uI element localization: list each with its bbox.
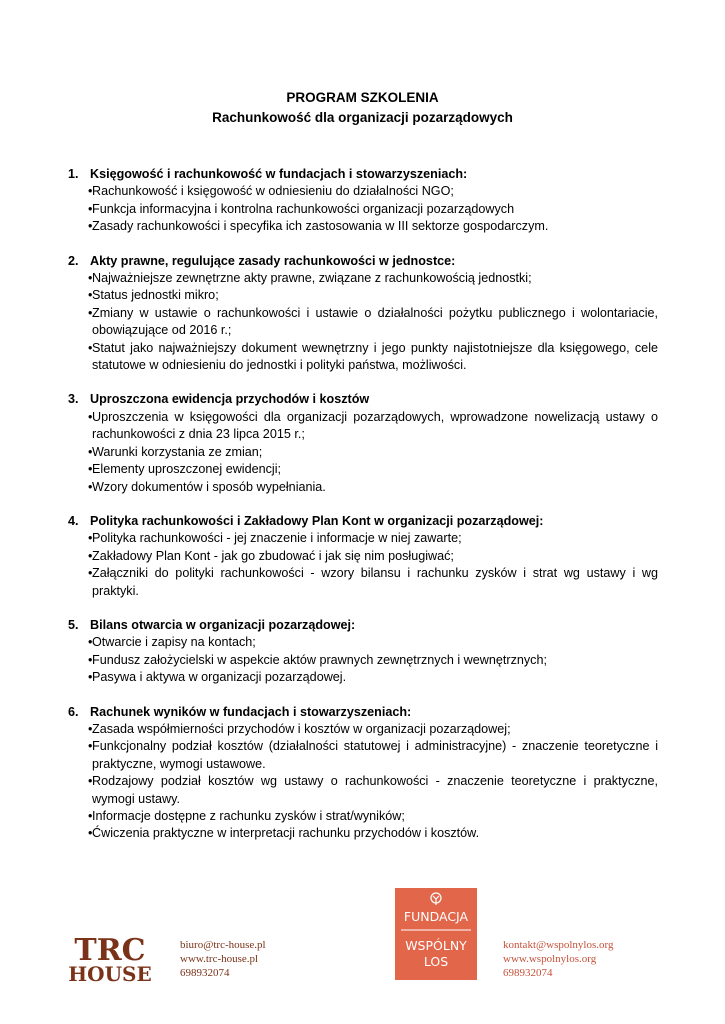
section-heading — [68, 513, 658, 530]
bullet-icon: • — [88, 409, 93, 424]
list-item — [68, 669, 658, 686]
section-3 — [68, 391, 658, 495]
svg-text:HOUSE: HOUSE — [68, 962, 152, 985]
list-item — [68, 738, 658, 773]
bullet-icon: • — [88, 670, 93, 685]
bullet-icon: • — [88, 548, 93, 563]
section-1 — [68, 166, 658, 236]
bullet-icon: • — [88, 635, 93, 650]
bullet-icon: • — [88, 271, 93, 286]
section-number: 1. — [68, 167, 79, 181]
list-item-text: Najważniejsze zewnętrzne akty prawne, związane z rachunkowością jednostki; — [92, 271, 532, 286]
svg-text:TRC: TRC — [74, 933, 146, 968]
section-6 — [68, 704, 658, 843]
list-item — [68, 444, 658, 461]
list-item-text: Zakładowy Plan Kont - jak go zbudować i jak się nim posługiwać; — [92, 548, 454, 563]
section-heading — [68, 253, 658, 270]
section-heading — [68, 166, 658, 183]
list-item-text: Załączniki do polityki rachunkowości - wzory bilansu i rachunku zysków i strat wg ustawy i wg praktyki. — [92, 566, 658, 598]
section-heading-text: Akty prawne, regulujące zasady rachunkowości w jednostce: — [90, 253, 456, 268]
svg-text:FUNDACJA: FUNDACJA — [403, 909, 469, 924]
list-item-text: Warunki korzystania ze zmian; — [92, 444, 263, 459]
list-item-text: Wzory dokumentów i sposób wypełniania. — [92, 479, 326, 494]
bullet-list — [68, 183, 658, 235]
section-number: 3. — [68, 392, 79, 407]
bullet-icon: • — [88, 566, 93, 581]
list-item-text: Zmiany w ustawie o rachunkowości i ustawie o działalności pożytku publicznego i wolontariacie, obowiązujące od 2016 r.; — [92, 305, 658, 338]
bullet-list — [68, 721, 658, 843]
bullet-icon: • — [88, 721, 93, 736]
program-sections — [68, 166, 658, 860]
trc-house-logo — [68, 930, 152, 985]
list-item — [68, 218, 658, 235]
section-heading-text: Bilans otwarcia w organizacji pozarządowej: — [90, 617, 356, 632]
list-item-text: Status jednostki mikro; — [92, 288, 219, 303]
list-item — [68, 652, 658, 669]
section-number: 2. — [68, 253, 79, 268]
list-item-text: Statut jako najważniejszy dokument wewnętrzny i jego punkty najistotniejsze dla księgowego, cele statutowe w odniesieniu do jednostki i polityki państwa, możliwości. — [92, 340, 658, 373]
document-title: PROGRAM SZKOLENIA — [286, 90, 439, 105]
list-item — [68, 409, 658, 444]
bullet-icon: • — [88, 305, 93, 320]
trc-email-link[interactable]: biuro@trc-house.pl — [180, 939, 266, 951]
list-item — [68, 201, 658, 218]
list-item-text: Funkcjonalny podział kosztów (działalności statutowej i administracyjne) - znaczenie teoretyczne i praktyczne, wymogi ustawowe. — [92, 739, 658, 771]
bullet-icon: • — [88, 531, 93, 546]
tree-icon — [431, 893, 441, 905]
list-item — [68, 565, 658, 600]
bullet-icon: • — [88, 288, 93, 303]
list-item-text: Polityka rachunkowości - jej znaczenie i informacje w niej zawarte; — [92, 531, 462, 546]
bullet-list — [68, 409, 658, 496]
list-item-text: Zasady rachunkowości i specyfika ich zastosowania w III sektorze gospodarczym. — [92, 219, 549, 234]
svg-text:WSPÓLNY: WSPÓLNY — [405, 938, 467, 953]
bullet-icon: • — [88, 184, 93, 199]
list-item-text: Otwarcie i zapisy na kontach; — [92, 635, 256, 650]
section-heading — [68, 617, 658, 634]
list-item-text: Funkcja informacyjna i kontrolna rachunkowości organizacji pozarządowych — [92, 201, 515, 216]
section-heading-text: Uproszczona ewidencja przychodów i kosztów — [90, 392, 370, 407]
list-item — [68, 808, 658, 825]
list-item — [68, 530, 658, 547]
bullet-icon: • — [88, 652, 93, 667]
bullet-icon: • — [88, 219, 93, 234]
fundacja-email-link[interactable]: kontakt@wspolnylos.org — [503, 939, 614, 951]
list-item-text: Rachunkowość i księgowość w odniesieniu do działalności NGO; — [92, 184, 454, 199]
section-5 — [68, 617, 658, 687]
list-item-text: Elementy uproszczonej ewidencji; — [92, 462, 281, 477]
list-item-text: Informacje dostępne z rachunku zysków i strat/wyników; — [92, 809, 405, 823]
bullet-icon: • — [88, 809, 93, 823]
bullet-icon: • — [88, 444, 93, 459]
list-item — [68, 773, 658, 808]
fundacja-website-link[interactable]: www.wspolnylos.org — [503, 953, 597, 965]
list-item-text: Pasywa i aktywa w organizacji pozarządowej. — [92, 670, 347, 685]
section-heading — [68, 391, 658, 408]
trc-website-link[interactable]: www.trc-house.pl — [180, 953, 259, 965]
bullet-icon: • — [88, 340, 93, 355]
list-item-text: Zasada współmierności przychodów i kosztów w organizacji pozarządowej; — [92, 721, 511, 736]
list-item-text: Ćwiczenia praktyczne w interpretacji rachunku przychodów i kosztów. — [92, 826, 480, 841]
bullet-list — [68, 530, 658, 600]
bullet-icon: • — [88, 739, 93, 754]
section-2 — [68, 253, 658, 375]
bullet-list — [68, 634, 658, 686]
list-item — [68, 183, 658, 200]
section-heading-text: Rachunek wyników w fundacjach i stowarzyszeniach: — [90, 704, 412, 719]
list-item — [68, 721, 658, 738]
document-subtitle: Rachunkowość dla organizacji pozarządowych — [212, 110, 513, 125]
list-item — [68, 287, 658, 304]
fundacja-contact-info — [503, 938, 613, 980]
list-item — [68, 479, 658, 496]
list-item-text: Fundusz założycielski w aspekcie aktów prawnych zewnętrznych i wewnętrznych; — [92, 652, 547, 667]
section-heading — [68, 704, 658, 721]
list-item-text: Uproszczenia w księgowości dla organizacji pozarządowych, wprowadzone nowelizacją ustawy o rachunkowości z dnia 23 lipca 2015 r.; — [92, 409, 658, 442]
bullet-list — [68, 270, 658, 374]
section-number: 4. — [68, 513, 79, 528]
bullet-icon: • — [88, 479, 93, 494]
trc-phone: 698932074 — [180, 967, 230, 979]
svg-text:LOS: LOS — [423, 954, 449, 969]
fundacja-wspolny-los-logo — [395, 888, 477, 980]
list-item — [68, 548, 658, 565]
bullet-icon: • — [88, 462, 93, 477]
trc-contact-info — [180, 938, 266, 980]
list-item — [68, 270, 658, 287]
section-heading-text: Księgowość i rachunkowość w fundacjach i stowarzyszeniach: — [90, 167, 468, 181]
fundacja-phone: 698932074 — [503, 967, 553, 979]
section-4 — [68, 513, 658, 600]
section-heading-text: Polityka rachunkowości i Zakładowy Plan Kont w organizacji pozarządowej: — [90, 513, 544, 528]
section-number: 5. — [68, 617, 79, 632]
list-item — [68, 340, 658, 375]
list-item — [68, 461, 658, 478]
bullet-icon: • — [88, 774, 93, 789]
bullet-icon: • — [88, 826, 93, 841]
section-number: 6. — [68, 704, 79, 719]
bullet-icon: • — [88, 201, 93, 216]
list-item — [68, 634, 658, 651]
list-item — [68, 825, 658, 842]
list-item-text: Rodzajowy podział kosztów wg ustawy o rachunkowości - znaczenie teoretyczne i praktyczne, wymogi ustawy. — [92, 774, 658, 806]
list-item — [68, 305, 658, 340]
